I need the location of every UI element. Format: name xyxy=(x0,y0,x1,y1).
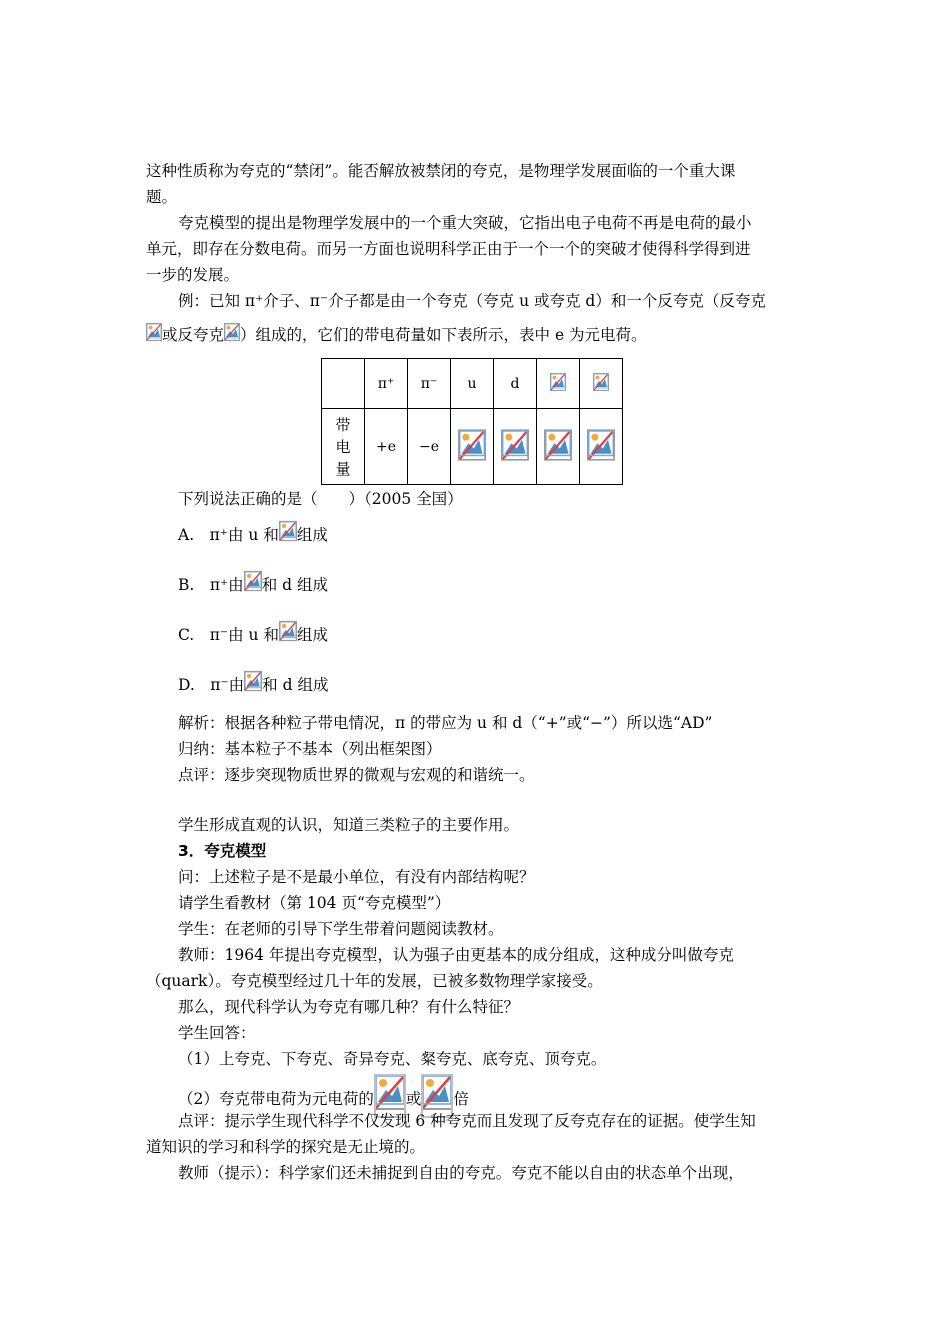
option-a-formula-icon xyxy=(279,516,297,546)
option-b xyxy=(178,566,328,596)
option-c xyxy=(178,616,328,646)
anti-d-header-icon xyxy=(593,369,609,395)
example-line1: 例：已知 π⁺介子、π⁻介子都是由一个夸克（夸克 u 或夸克 d）和一个反夸克（反夸克 xyxy=(178,292,766,310)
table-header-pi-minus: π⁻ xyxy=(408,359,451,409)
option-c-formula-icon xyxy=(279,616,297,646)
option-b-text1: B. π⁺由 xyxy=(178,576,244,594)
charge-anti-d-formula-icon xyxy=(587,429,615,461)
summary: 归纳：基本粒子不基本（列出框架图） xyxy=(178,740,442,758)
charge-pi-minus: −e xyxy=(408,409,451,485)
row-label-3: 量 xyxy=(335,459,351,478)
para2-line3: 一步的发展。 xyxy=(146,266,240,284)
teacher1-line2: （quark）。夸克模型经过几十年的发展，已被多数物理学家接受。 xyxy=(146,972,603,990)
table-header-anti-u xyxy=(537,359,580,409)
table-header-pi-plus: π⁺ xyxy=(365,359,408,409)
option-c-text1: C. π⁻由 u 和 xyxy=(178,626,279,644)
comment2-line2: 道知识的学习和科学的探究是无止境的。 xyxy=(146,1138,426,1156)
charge-anti-d xyxy=(580,409,623,485)
table-header-u: u xyxy=(451,359,494,409)
charge-anti-u-formula-icon xyxy=(544,429,572,461)
charge-anti-u xyxy=(537,409,580,485)
anti-d-formula-icon xyxy=(224,318,240,346)
students1: 学生形成直观的认识，知道三类粒子的主要作用。 xyxy=(178,816,520,834)
option-d xyxy=(178,666,328,696)
option-c-text2: 组成 xyxy=(296,626,328,644)
charge-d-formula-icon xyxy=(501,429,529,461)
answer1: （1）上夸克、下夸克、奇异夸克、粲夸克、底夸克、顶夸克。 xyxy=(178,1050,607,1068)
option-a xyxy=(178,516,328,546)
table-header-d: d xyxy=(494,359,537,409)
table-header-anti-d xyxy=(580,359,623,409)
option-b-formula-icon xyxy=(244,566,262,596)
answer-label: 学生回答： xyxy=(178,1024,256,1042)
example-line2-b: ）组成的，它们的带电荷量如下表所示，表中 e 为元电荷。 xyxy=(240,326,647,344)
example-line2 xyxy=(146,318,647,346)
comment1: 点评：逐步突现物质世界的微观与宏观的和谐统一。 xyxy=(178,766,535,784)
example-line2-a: 或反夸克 xyxy=(162,326,225,344)
option-d-text1: D. π⁻由 xyxy=(178,676,245,694)
anti-u-formula-icon xyxy=(146,318,162,346)
charge-d xyxy=(494,409,537,485)
table-row-label xyxy=(322,409,365,485)
charge-u-formula-icon xyxy=(458,429,486,461)
option-a-text1: A. π⁺由 u 和 xyxy=(178,526,279,544)
para2-line1: 夸克模型的提出是物理学发展中的一个重大突破，它指出电子电荷不再是电荷的最小 xyxy=(178,214,752,232)
section-title: 3．夸克模型 xyxy=(178,842,267,860)
para2-line2: 单元，即存在分数电荷。而另一方面也说明科学正由于一个一个的突破才使得科学得到进 xyxy=(146,240,751,258)
para1-line2: 题。 xyxy=(146,188,178,206)
answer2-text1: （2）夸克带电荷为元电荷的 xyxy=(178,1090,374,1108)
charge-table xyxy=(321,358,623,485)
analysis: 解析：根据各种粒子带电情况，π 的带应为 u 和 d（“+”或“−”）所以选“AD” xyxy=(178,714,713,732)
teacher2: 教师（提示）：科学家们还未捕捉到自由的夸克。夸克不能以自由的状态单个出现， xyxy=(178,1164,744,1182)
then-question: 那么，现代科学认为夸克有哪几种？有什么特征？ xyxy=(178,998,520,1016)
teacher1-line1: 教师：1964 年提出夸克模型，认为强子由更基本的成分组成，这种成分叫做夸克 xyxy=(178,946,734,964)
charge-u xyxy=(451,409,494,485)
option-d-text2: 和 d 组成 xyxy=(262,676,329,694)
answer2-text2: 或 xyxy=(405,1090,422,1108)
option-d-formula-icon xyxy=(244,666,262,696)
para1-line1: 这种性质称为夸克的“禁闭”。能否解放被禁闭的夸克，是物理学发展面临的一个重大课 xyxy=(146,162,736,180)
answer2-text3: 倍 xyxy=(453,1090,469,1108)
comment2-line1: 点评：提示学生现代科学不仅发现 6 种夸克而且发现了反夸克存在的证据。使学生知 xyxy=(178,1112,756,1130)
option-b-text2: 和 d 组成 xyxy=(261,576,328,594)
table-corner xyxy=(322,359,365,409)
question: 下列说法正确的是（ ）（2005 全国） xyxy=(178,490,463,508)
row-label-2: 电 xyxy=(335,437,351,456)
charge-pi-plus: +e xyxy=(365,409,408,485)
ask: 问：上述粒子是不是最小单位，有没有内部结构呢？ xyxy=(178,868,535,886)
student-read: 学生：在老师的引导下学生带着问题阅读教材。 xyxy=(178,920,504,938)
option-a-text2: 组成 xyxy=(296,526,328,544)
read-instruction: 请学生看教材（第 104 页“夸克模型”） xyxy=(178,894,451,912)
anti-u-header-icon xyxy=(550,369,566,395)
row-label-1: 带 xyxy=(335,415,351,434)
